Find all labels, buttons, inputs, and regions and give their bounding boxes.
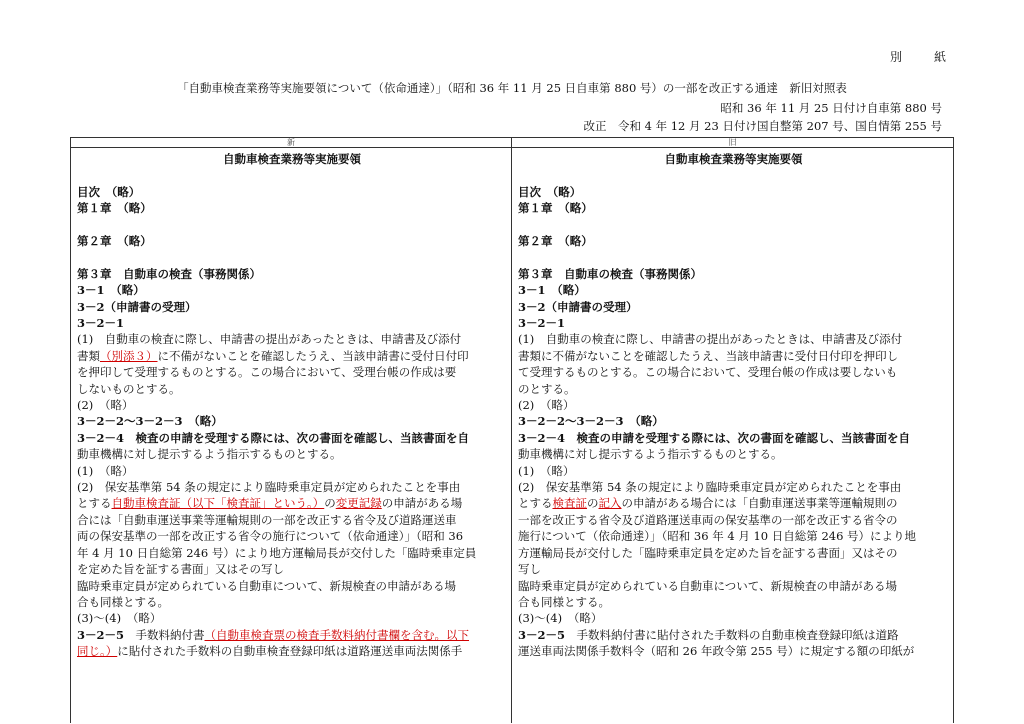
old-section-3-2-1: 3－2－1 <box>518 316 566 331</box>
new-section-3-2-5-line: 3－2－5 手数料納付書（自動車検査票の検査手数料納付書欄を含む。以下 <box>77 627 470 642</box>
amended-text: 記入 <box>598 496 622 511</box>
new-item-2-line: 両の保安基準の一部を改正する省令の施行について（依命通達）」（昭和 36 <box>77 529 464 544</box>
attachment-label: 別 紙 <box>889 50 956 64</box>
new-item-2-line: 合も同様とする。 <box>77 594 169 609</box>
old-item-2-line: 臨時乗車定員が定められている自動車について、新規検査の申請がある場 <box>518 578 898 593</box>
new-column-header: 新 <box>71 138 512 148</box>
old-section-3-2-2-3: 3－2－2～3－2－3 （略） <box>518 414 664 429</box>
amended-text: 同じ。） <box>77 644 118 659</box>
old-section-3-2-4-line: 3－2－4 検査の申請を受理する際には、次の書面を確認し、当該書面を自 <box>518 430 911 445</box>
new-chapter-2: 第２章 （略） <box>77 234 152 248</box>
new-item-2-line: 臨時乗車定員が定められている自動車について、新規検査の申請がある場 <box>77 578 457 593</box>
new-section-3-2-1: 3－2－1 <box>77 316 125 331</box>
amended-text: 自動車検査証（以下「検査証」という。） <box>111 496 325 511</box>
old-item-2-line: 方運輸局長が交付した「臨時乗車定員を定めた旨を証する書面」又はその <box>518 545 898 560</box>
new-section-3-2-4-line: 動車機構に対し提示するよう指示するものとする。 <box>77 447 342 462</box>
new-item-2-line: 年 4 月 10 日自総第 246 号）により地方運輸局長が交付した「臨時乗車定員 <box>77 545 477 560</box>
new-section-3-1: 3－1 （略） <box>77 283 145 298</box>
old-section-3-2: 3－2（申請書の受理） <box>518 299 638 314</box>
old-chapter-3: 第３章 自動車の検査（事務関係） <box>518 266 702 281</box>
new-item-1: (1) （略） <box>77 463 134 478</box>
old-section-3-2-5-line: 運送車両法関係手数料令（昭和 26 年政令第 255 号）に規定する額の印紙が <box>518 644 915 659</box>
amended-text: （自動車検査票の検査手数料納付書欄を含む。以下 <box>204 627 470 642</box>
old-column-header: 旧 <box>512 138 954 148</box>
new-section-3-2: 3－2（申請書の受理） <box>77 299 197 314</box>
new-para-2: (2) （略） <box>77 398 134 413</box>
issued-reference: 昭和 36 年 11 月 25 日付け自車第 880 号 <box>720 101 942 115</box>
old-heading: 自動車検査業務等実施要領 <box>664 152 803 166</box>
new-item-2-line: とする自動車検査証（以下「検査証」という。）の変更記録の申請がある場 <box>77 496 463 511</box>
new-item-2-line: (2) 保安基準第 54 条の規定により臨時乗車定員が定められたことを事由 <box>77 480 461 495</box>
document-title: 「自動車検査業務等実施要領について（依命通達）」（昭和 36 年 11 月 25 日自車第 880 号）の一部を改正する通達 新旧対照表 <box>177 81 847 95</box>
old-para-1-line: のとする。 <box>518 381 576 396</box>
old-para-1-line: て受理するものとする。この場合において、受理台帳の作成は要しないも <box>518 365 898 380</box>
old-column <box>512 148 954 724</box>
old-item-2-line: 一部を改正する省令及び道路運送車両の保安基準の一部を改正する省令の <box>518 512 898 527</box>
new-item-2-line: 合には「自動車運送事業等運輸規則の一部を改正する省令及び道路運送車 <box>77 512 457 527</box>
old-item-2-line: とする検査証の記入の申請がある場合には「自動車運送事業等運輸規則の <box>518 496 898 511</box>
old-para-1-line: 書類に不備がないことを確認したうえ、当該申請書に受付日付印を押印し <box>518 348 899 363</box>
new-para-1-line: を押印して受理するものとする。この場合において、受理台帳の作成は要 <box>77 365 457 380</box>
old-section-3-2-5-line: 3－2－5 手数料納付書に貼付された手数料の自動車検査登録印紙は道路 <box>518 627 899 642</box>
old-chapter-1: 第１章 （略） <box>518 201 593 216</box>
old-section-3-2-4-line: 動車機構に対し提示するよう指示するものとする。 <box>518 447 783 462</box>
new-section-3-2-4-line: 3－2－4 検査の申請を受理する際には、次の書面を確認し、当該書面を自 <box>77 430 470 445</box>
comparison-table <box>70 137 954 723</box>
amended-text: （別添３） <box>100 348 158 363</box>
old-item-2-line: 施行について（依命通達）」（昭和 36 年 4 月 10 日自総第 246 号）により地 <box>518 529 917 544</box>
new-toc: 目次 （略） <box>77 184 141 199</box>
amended-text: 変更記録 <box>335 496 382 511</box>
new-column <box>71 148 512 724</box>
old-item-2-line: (2) 保安基準第 54 条の規定により臨時乗車定員が定められたことを事由 <box>518 480 902 495</box>
revision-reference: 改正 令和 4 年 12 月 23 日付け国自整第 207 号、国自情第 255 号 <box>583 119 942 133</box>
new-items-3-4: (3)～(4) （略） <box>77 611 162 626</box>
new-section-3-2-5-line: 同じ。）に貼付された手数料の自動車検査登録印紙は道路運送車両法関係手 <box>77 644 463 659</box>
old-chapter-2: 第２章 （略） <box>518 234 593 248</box>
old-para-1-line: (1) 自動車の検査に際し、申請書の提出があったときは、申請書及び添付 <box>518 332 903 347</box>
old-item-2-line: 写し <box>518 562 541 577</box>
new-chapter-3: 第３章 自動車の検査（事務関係） <box>77 266 261 281</box>
old-para-2: (2) （略） <box>518 398 575 413</box>
new-heading: 自動車検査業務等実施要領 <box>223 152 361 166</box>
old-item-1: (1) （略） <box>518 463 575 478</box>
old-toc: 目次 （略） <box>518 184 582 199</box>
new-chapter-1: 第１章 （略） <box>77 201 152 216</box>
old-items-3-4: (3)～(4) （略） <box>518 611 603 626</box>
new-para-1-line: (1) 自動車の検査に際し、申請書の提出があったときは、申請書及び添付 <box>77 332 462 347</box>
new-para-1-line: しないものとする。 <box>77 381 181 396</box>
new-item-2-line: を定めた旨を証する書面」又はその写し <box>77 562 284 577</box>
old-item-2-line: 合も同様とする。 <box>518 594 610 609</box>
amended-text: 検査証 <box>552 496 587 511</box>
new-para-1-line: 書類（別添３）に不備がないことを確認したうえ、当該申請書に受付日付印 <box>77 348 469 363</box>
old-section-3-1: 3－1 （略） <box>518 283 586 298</box>
new-section-3-2-2-3: 3－2－2～3－2－3 （略） <box>77 414 223 429</box>
